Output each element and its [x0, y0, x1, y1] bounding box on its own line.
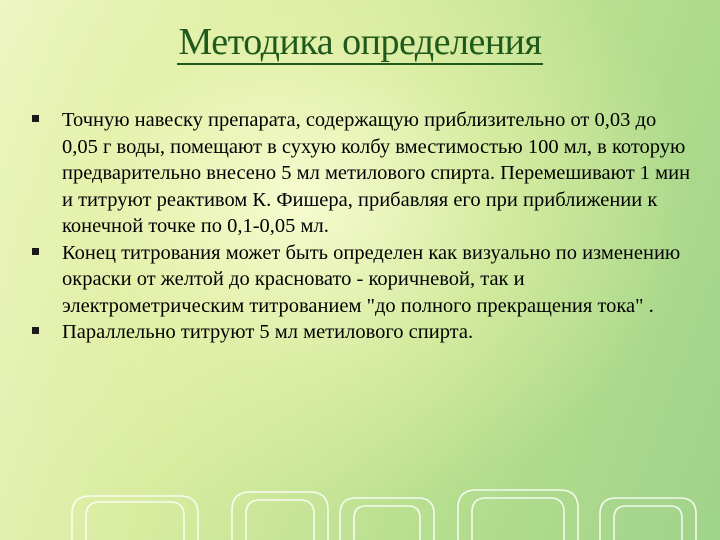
slide-title [0, 20, 720, 64]
list-item [32, 240, 692, 320]
slide-title-text: Методика определения [178, 21, 542, 63]
list-item [32, 107, 692, 240]
square-bullet-icon [32, 319, 62, 346]
list-item-text: Конец титрования может быть определен как визуально по изменению окраски от желтой до красновато - коричневой, так и электрометрическим титрованием "до полного прекращения тока" . [62, 241, 681, 317]
bullet-list [32, 107, 692, 346]
list-item [32, 319, 692, 346]
list-item-text: Параллельно титруют 5 мл метилового спирта. [62, 321, 474, 343]
decorative-arches [0, 480, 720, 540]
square-bullet-icon [32, 240, 62, 267]
square-bullet-icon [32, 107, 62, 134]
list-item-text: Точную навеску препарата, содержащую приблизительно от 0,03 до 0,05 г воды, помещают в сухую колбу вместимостью 100 мл, в которую предварительно внесено 5 мл метилового спирта. Перемешивают 1 мин и титруют реактивом К. Фишера, прибавляя его при приближении к конечной точке по 0,1-0,05 мл. [62, 109, 691, 237]
